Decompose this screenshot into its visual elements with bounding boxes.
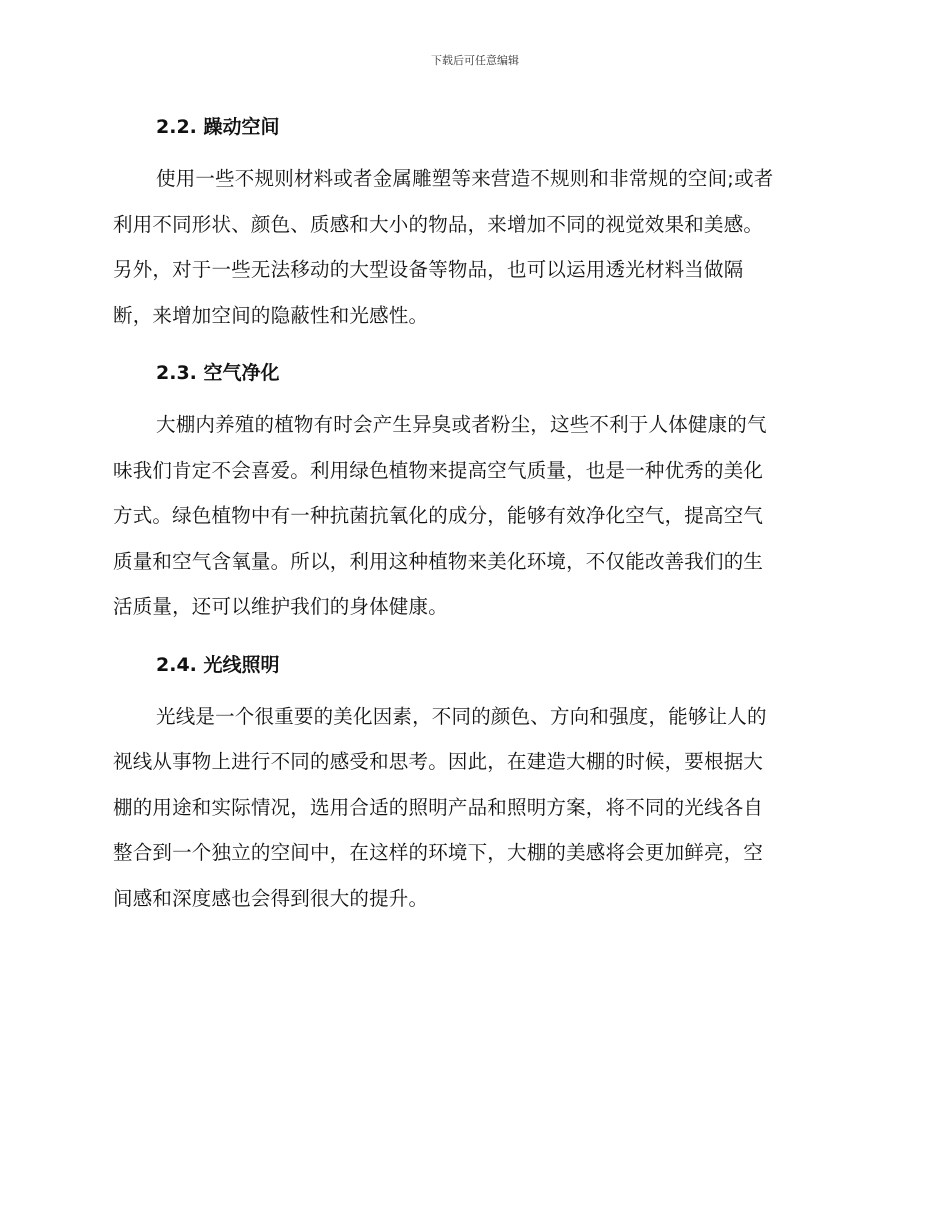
paragraph-line: 视线从事物上进行不同的感受和思考。因此，在建造大棚的时候，要根据大 (113, 750, 764, 773)
paragraph-line: 味我们肯定不会喜爱。利用绿色植物来提高空气质量，也是一种优秀的美化 (113, 458, 764, 482)
paragraph-line: 使用一些不规则材料或者金属雕塑等来营造不规则和非常规的空间;或者 (156, 167, 774, 190)
paragraph-line: 整合到一个独立的空间中，在这样的环境下，大棚的美感将会更加鲜亮，空 (113, 841, 764, 864)
section-heading: 2.3. 空气净化 (156, 362, 280, 384)
paragraph-line: 断，来增加空间的隐蔽性和光感性。 (113, 303, 429, 327)
section-paragraph (113, 156, 837, 338)
paragraph-line: 间感和深度感也会得到很大的提升。 (113, 886, 429, 910)
page-header: 下载后可任意编辑 (431, 54, 519, 67)
paragraph-line: 利用不同形状、颜色、质感和大小的物品，来增加不同的视觉效果和美感。 (113, 212, 764, 236)
section-heading: 2.2. 躁动空间 (156, 116, 280, 138)
section-paragraph (113, 694, 837, 922)
section-2-3 (113, 358, 837, 630)
paragraph-line: 质量和空气含氧量。所以，利用这种植物来美化环境，不仅能改善我们的生 (113, 549, 764, 573)
paragraph-line: 棚的用途和实际情况，选用合适的照明产品和照明方案，将不同的光线各自 (113, 795, 764, 819)
paragraph-line: 活质量，还可以维护我们的身体健康。 (113, 595, 448, 618)
section-2-4 (113, 650, 837, 922)
paragraph-line: 大棚内养殖的植物有时会产生异臭或者粉尘，这些不利于人体健康的气 (156, 413, 767, 436)
section-paragraph (113, 402, 837, 630)
section-2-2 (113, 112, 837, 338)
paragraph-line: 方式。绿色植物中有一种抗菌抗氧化的成分，能够有效净化空气，提高空气 (113, 504, 764, 527)
paragraph-line: 光线是一个很重要的美化因素，不同的颜色、方向和强度，能够让人的 (156, 704, 767, 728)
paragraph-line: 另外，对于一些无法移动的大型设备等物品，也可以运用透光材料当做隔 (113, 258, 744, 281)
section-heading: 2.4. 光线照明 (156, 653, 280, 676)
document-body (113, 112, 837, 941)
